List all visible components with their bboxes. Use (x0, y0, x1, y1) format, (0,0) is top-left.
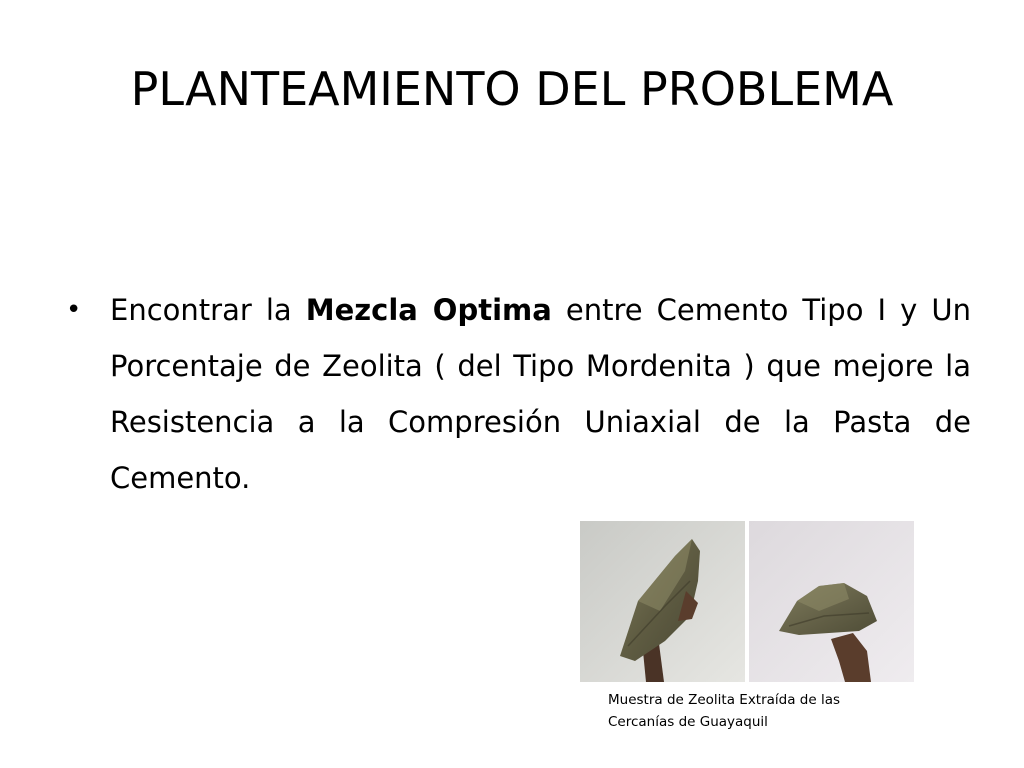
photo-caption (608, 689, 908, 733)
bullet-dot-icon: • (66, 295, 82, 325)
bullet-text-bold: Mezcla Optima (305, 293, 552, 327)
bullet-item (66, 282, 971, 506)
zeolite-photo-right (749, 521, 914, 682)
slide-title: PLANTEAMIENTO DEL PROBLEMA (130, 62, 894, 116)
zeolite-photo-left (580, 521, 745, 682)
bullet-text-part2: entre Cemento Tipo I y Un Porcentaje de Zeolita ( del Tipo Mordenita ) que mejore la Resistencia a la Compresión Uniaxial de la Pasta de Cemento. (110, 293, 971, 495)
zeolite-photos (580, 521, 914, 682)
bullet-list (66, 282, 971, 506)
caption-line-2: Cercanías de Guayaquil (608, 714, 768, 730)
caption-line-1: Muestra de Zeolita Extraída de las (608, 692, 841, 708)
bullet-text-part1: Encontrar la (110, 293, 306, 327)
